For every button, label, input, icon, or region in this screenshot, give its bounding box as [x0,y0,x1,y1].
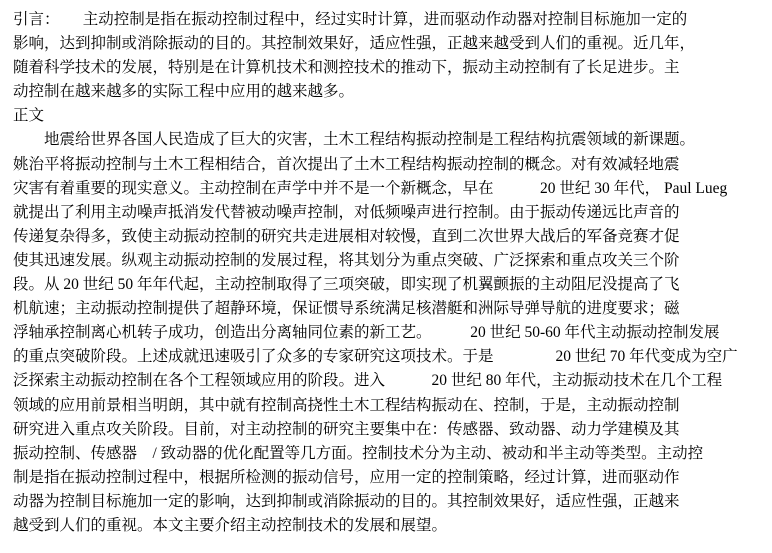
text-line: 制是指在振动控制过程中，根据所检测的振动信号，应用一定的控制策略，经过计算，进而驱动作 [13,468,680,486]
text-line: 段。从 20 世纪 50 年年代起，主动控制取得了三项突破，即实现了机翼颤振的主动阻尼没提高了飞 [13,276,680,294]
text-line: 使其迅速发展。纵观主动振动控制的发展过程，将其划分为重点突破、广泛探索和重点攻关三个阶 [13,251,680,269]
text-line: 动器为控制目标施加一定的影响，达到抑制或消除振动的目的。其控制效果好，适应性强，正越来 [13,492,680,510]
text-line: 振动控制、传感器 / 致动器的优化配置等几方面。控制技术分为主动、被动和半主动等类型。主动控 [13,444,704,462]
text-line: 就提出了利用主动噪声抵消发代替被动噪声控制，对低频噪声进行控制。由于振动传递远比声音的 [13,203,680,221]
text-line: 泛探索主动振动控制在各个工程领域应用的阶段。进入 20 世纪 80 年代，主动振动技术在几个工程 [13,372,723,390]
text-line: 地震给世界各国人民造成了巨大的灾害，土木工程结构振动控制是工程结构抗震领域的新课题。 [13,131,696,149]
text-line: 传递复杂得多，致使主动振动控制的研究共走进展相对较慢，直到二次世界大战后的军备竞赛才促 [13,227,680,245]
section-heading: 正文 [13,107,45,125]
text-line: 姚治平将振动控制与土木工程相结合，首次提出了土木工程结构振动控制的概念。对有效减轻地震 [13,155,680,173]
text-line: 影响，达到抑制或消除振动的目的。其控制效果好，适应性强，正越来越受到人们的重视。近几年， [13,35,696,53]
text-line: 动控制在越来越多的实际工程中应用的越来越多。 [13,83,355,101]
text-line: 机航速；主动振动控制提供了超静环境，保证惯导系统满足核潜艇和洲际导弹导航的进度要求；磁 [13,300,680,318]
text-line: 灾害有着重要的现实意义。主动控制在声学中并不是一个新概念，早在 20 世纪 30 年代， Paul Lueg [13,179,728,197]
text-line: 越受到人们的重视。本文主要介绍主动控制技术的发展和展望。 [13,516,448,534]
text-line: 研究进入重点攻关阶段。目前，对主动控制的研究主要集中在：传感器、致动器、动力学建模及其 [13,420,680,438]
text-line: 领域的应用前景相当明朗，其中就有控制高挠性土木工程结构振动在、控制，于是，主动振动控制 [13,396,680,414]
text-line: 浮轴承控制离心机转子成功，创造出分离轴同位素的新工艺。 20 世纪 50-60 年代主动振动控制发展 [13,324,720,342]
text-line: 的重点突破阶段。上述成就迅速吸引了众多的专家研究这项技术。于是 20 世纪 70 年代变成为空广 [13,348,738,366]
text-line: 随着科学技术的发展，特别是在计算机技术和测控技术的推动下，振动主动控制有了长足进步。主 [13,59,680,77]
text-line: 引言： 主动控制是指在振动控制过程中，经过实时计算，进而驱动作动器对控制目标施加一定的 [13,11,688,28]
